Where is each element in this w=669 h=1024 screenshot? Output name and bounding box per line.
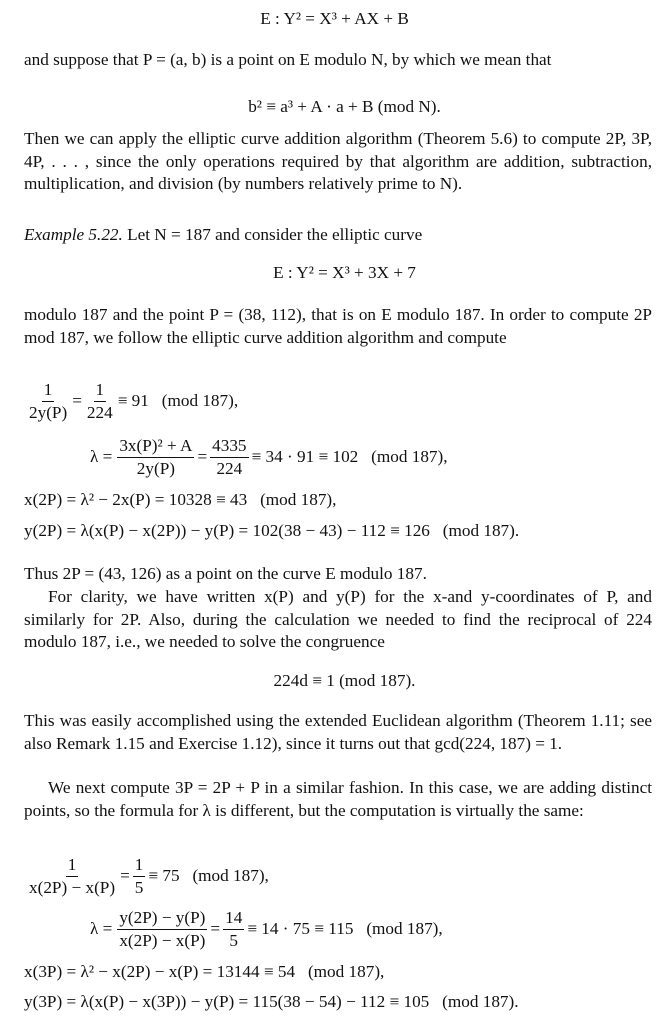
fraction-numerator: 1 <box>94 380 107 402</box>
fraction-denominator: 2y(P) <box>136 459 175 478</box>
fraction-numerator: 1 <box>42 380 55 402</box>
paragraph-7: We next compute 3P = 2P + P in a similar fashion. In this case, we are adding distinct points, so the formula for λ is different, but the computation is virtually the same: <box>24 778 652 820</box>
calc2-frac-a <box>27 855 117 898</box>
equals-sign: = <box>197 447 208 467</box>
equals-sign: = <box>210 919 221 939</box>
fraction-numerator: 14 <box>223 908 244 930</box>
paragraph-4: Thus 2P = (43, 126) as a point on the curve E modulo 187. <box>24 564 427 583</box>
fraction-denominator: x(2P) − x(P) <box>119 931 206 950</box>
fraction-numerator: 1 <box>66 855 79 877</box>
calc1-line2-rest: ≡ 34 · 91 ≡ 102 (mod 187), <box>251 447 448 467</box>
equals-sign: = <box>72 391 82 411</box>
lambda-lhs: λ = <box>90 919 113 939</box>
paragraph-3: modulo 187 and the point P = (38, 112), that is on E modulo 187. In order to compute 2P mod 187, we follow the elliptic curve addition algorithm and compute <box>24 305 652 347</box>
calc2-frac-b <box>133 855 146 898</box>
paragraph-6: This was easily accomplished using the extended Euclidean algorithm (Theorem 1.11; see also Remark 1.15 and Exercise 1.12), since it turns out that gcd(224, 187) = 1. <box>24 711 652 753</box>
calc2-line2 <box>90 908 443 951</box>
equation-reciprocal: 224d ≡ 1 (mod 187). <box>273 671 416 690</box>
paragraph-5: For clarity, we have written x(P) and y(P) for the x-and y-coordinates of P, and similarly for 2P. Also, during the calculation we needed to find the reciprocal of 224 modulo 187, i.e., we needed to solve the congruence <box>24 587 652 651</box>
calc2-frac-d <box>223 908 244 951</box>
calc2-line1 <box>24 855 269 898</box>
fraction-denominator: 224 <box>216 459 243 478</box>
equals-sign: = <box>120 866 130 886</box>
fraction-numerator: 1 <box>133 855 146 877</box>
fraction-numerator: 4335 <box>210 436 248 458</box>
calc1-frac-a <box>27 380 69 423</box>
calc1-line1 <box>24 380 238 423</box>
calc2-line3: x(3P) = λ² − x(2P) − x(P) = 13144 ≡ 54 (mod 187), <box>24 962 385 981</box>
example-label: Example 5.22. <box>24 225 123 244</box>
calc1-line1-rest: ≡ 91 (mod 187), <box>117 391 239 411</box>
example-text: Let N = 187 and consider the elliptic curve <box>127 225 423 244</box>
calc1-frac-c <box>117 436 194 479</box>
calc2-line1-rest: ≡ 75 (mod 187), <box>148 866 269 886</box>
paragraph-2: Then we can apply the elliptic curve addition algorithm (Theorem 5.6) to compute 2P, 3P, 4P, . . . , since the only operations required by that algorithm are addition, subtraction, multiplication, and division (by numbers relatively prime to N). <box>24 129 652 193</box>
fraction-denominator: 2y(P) <box>29 403 68 422</box>
fraction-denominator: 5 <box>134 878 144 897</box>
calc1-line4: y(2P) = λ(x(P) − x(2P)) − y(P) = 102(38 − 43) − 112 ≡ 126 (mod 187). <box>24 521 520 540</box>
fraction-denominator: 224 <box>86 403 113 422</box>
fraction-numerator: y(2P) − y(P) <box>117 908 207 930</box>
fraction-denominator: x(2P) − x(P) <box>29 878 116 897</box>
calc2-line2-rest: ≡ 14 · 75 ≡ 115 (mod 187), <box>247 919 443 939</box>
example-line <box>24 224 652 247</box>
calc2-frac-c <box>117 908 207 951</box>
equation-congruence: b² ≡ a³ + A · a + B (mod N). <box>248 97 441 116</box>
calc2-line4: y(3P) = λ(x(P) − x(3P)) − y(P) = 115(38 − 54) − 112 ≡ 105 (mod 187). <box>24 992 519 1011</box>
calc1-frac-b <box>85 380 115 423</box>
fraction-denominator: 5 <box>229 931 239 950</box>
equation-curve: E : Y² = X³ + 3X + 7 <box>273 263 416 282</box>
calc1-frac-d <box>210 436 248 479</box>
top-equation: E : Y² = X³ + AX + B <box>260 9 409 28</box>
lambda-lhs: λ = <box>90 447 113 467</box>
calc1-line3: x(2P) = λ² − 2x(P) = 10328 ≡ 43 (mod 187), <box>24 490 337 509</box>
fraction-numerator: 3x(P)² + A <box>117 436 194 458</box>
paragraph-1: and suppose that P = (a, b) is a point on E modulo N, by which we mean that <box>24 50 552 69</box>
calc1-line2 <box>90 436 448 479</box>
